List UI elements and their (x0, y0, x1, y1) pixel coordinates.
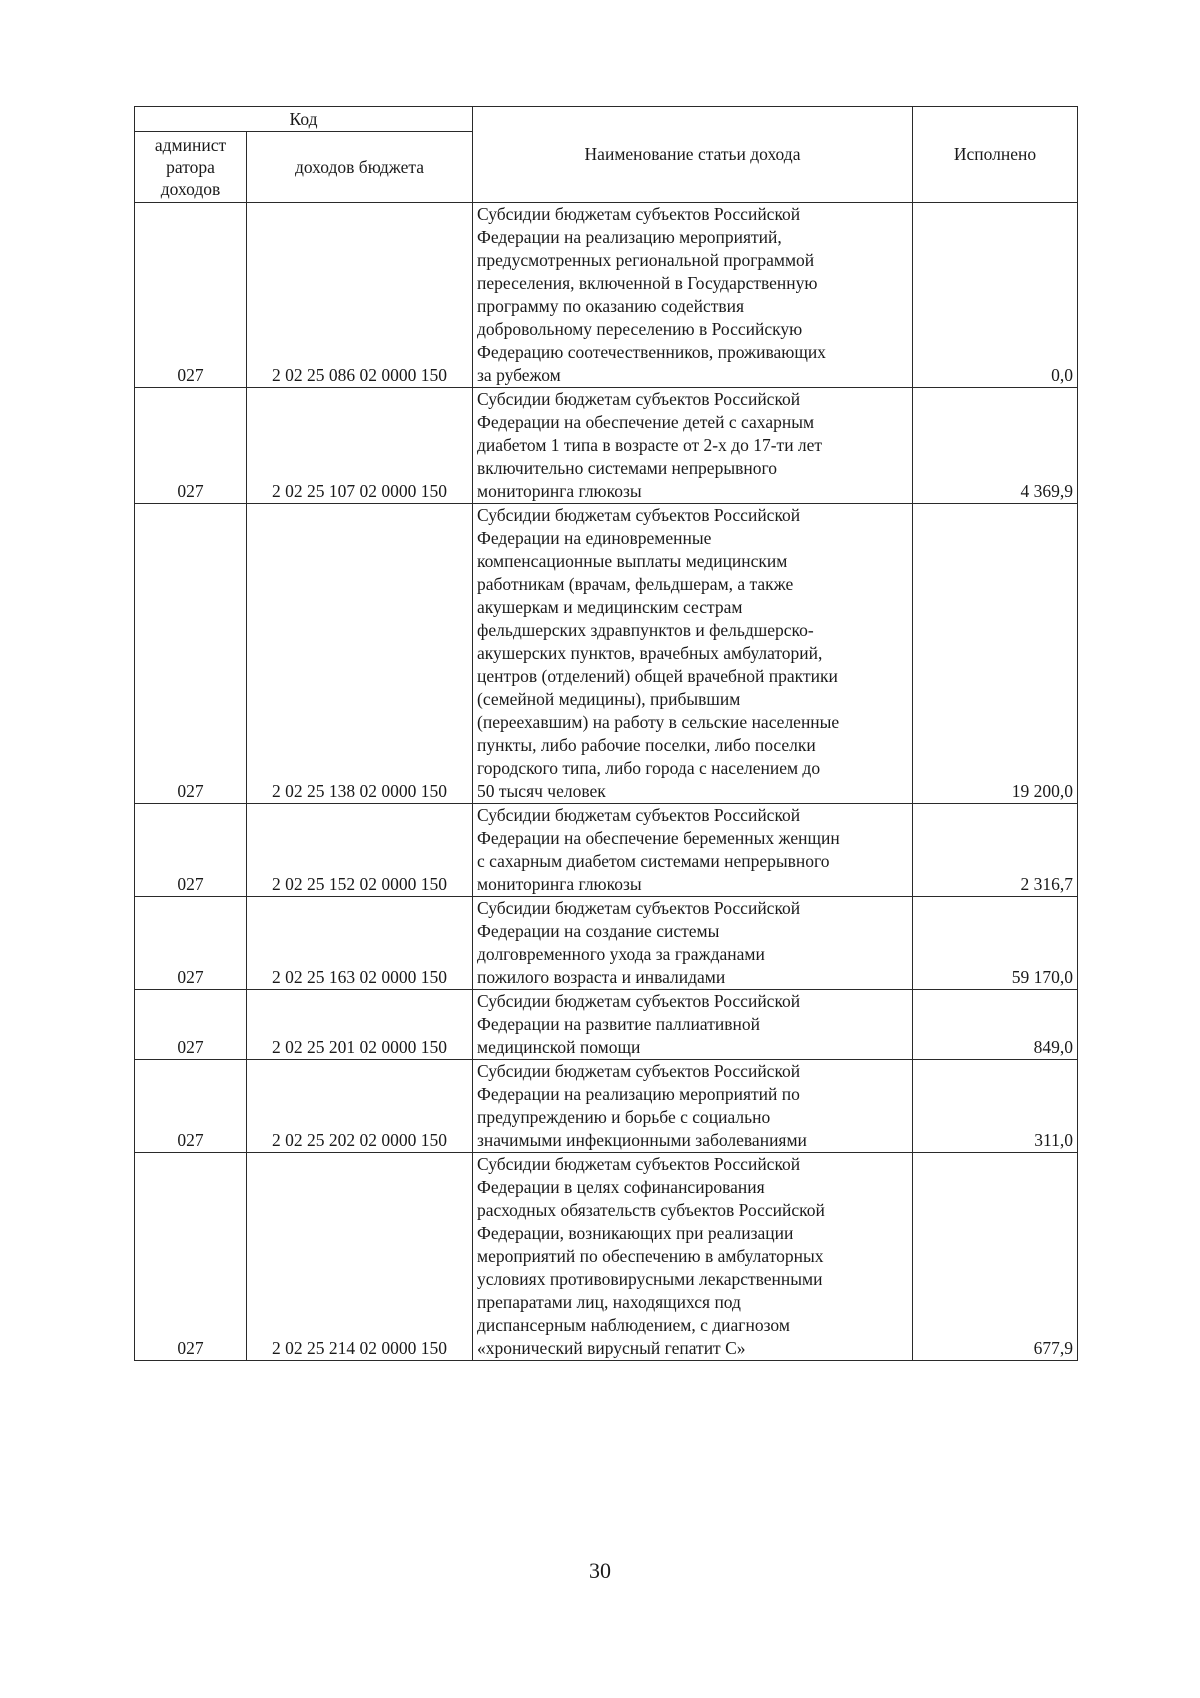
admin-code-cell: 027 (135, 1153, 247, 1361)
executed-amount-cell: 2 316,7 (913, 804, 1078, 897)
income-name-cell: Субсидии бюджетам субъектов Российской Федерации на обеспечение детей с сахарным диабетом 1 типа в возрасте от 2-х до 17-ти лет включительно системами непрерывного мониторинга глюкозы (473, 388, 913, 504)
budget-income-code-cell: 2 02 25 163 02 0000 150 (247, 897, 473, 990)
table-row (135, 990, 1078, 1060)
executed-amount-cell: 0,0 (913, 203, 1078, 388)
admin-code-cell: 027 (135, 388, 247, 504)
admin-code-cell: 027 (135, 203, 247, 388)
table-row (135, 388, 1078, 504)
executed-amount-cell: 59 170,0 (913, 897, 1078, 990)
table-row (135, 1060, 1078, 1153)
executed-amount-cell: 849,0 (913, 990, 1078, 1060)
budget-income-code-cell: 2 02 25 086 02 0000 150 (247, 203, 473, 388)
admin-code-cell: 027 (135, 990, 247, 1060)
income-table (134, 106, 1078, 1361)
budget-income-code-cell: 2 02 25 201 02 0000 150 (247, 990, 473, 1060)
table-body (135, 203, 1078, 1361)
table-row (135, 1153, 1078, 1361)
income-name-cell: Субсидии бюджетам субъектов Российской Федерации на реализацию мероприятий по предупреждению и борьбе с социально значимыми инфекционными заболеваниями (473, 1060, 913, 1153)
income-name-cell: Субсидии бюджетам субъектов Российской Федерации на создание системы долговременного ухода за гражданами пожилого возраста и инвалидами (473, 897, 913, 990)
budget-income-code-cell: 2 02 25 138 02 0000 150 (247, 504, 473, 804)
executed-amount-cell: 19 200,0 (913, 504, 1078, 804)
budget-income-code-cell: 2 02 25 214 02 0000 150 (247, 1153, 473, 1361)
admin-code-cell: 027 (135, 504, 247, 804)
header-budget-income-code: доходов бюджета (247, 132, 473, 203)
table-row (135, 897, 1078, 990)
budget-income-code-cell: 2 02 25 152 02 0000 150 (247, 804, 473, 897)
header-code-group: Код (135, 107, 473, 132)
admin-code-cell: 027 (135, 1060, 247, 1153)
header-executed: Исполнено (913, 107, 1078, 203)
income-name-cell: Субсидии бюджетам субъектов Российской Федерации на обеспечение беременных женщин с сахарным диабетом системами непрерывного мониторинга глюкозы (473, 804, 913, 897)
admin-code-cell: 027 (135, 897, 247, 990)
income-name-cell: Субсидии бюджетам субъектов Российской Федерации на единовременные компенсационные выплаты медицинским работникам (врачам, фельдшерам, а также акушеркам и медицинским сестрам фельдшерских здравпунктов и фельдшерско- акушерских пунктов, врачебных амбулаторий, центров (отделений) общей врачебной практики (семейной медицины), прибывшим (переехавшим) на работу в сельские населенные пункты, либо рабочие поселки, либо поселки городского типа, либо города с населением до 50 тысяч человек (473, 504, 913, 804)
executed-amount-cell: 4 369,9 (913, 388, 1078, 504)
admin-code-cell: 027 (135, 804, 247, 897)
header-income-name: Наименование статьи дохода (473, 107, 913, 203)
budget-income-code-cell: 2 02 25 107 02 0000 150 (247, 388, 473, 504)
income-name-cell: Субсидии бюджетам субъектов Российской Федерации на развитие паллиативной медицинской помощи (473, 990, 913, 1060)
table-row (135, 804, 1078, 897)
header-administrator: админист ратора доходов (135, 132, 247, 203)
executed-amount-cell: 677,9 (913, 1153, 1078, 1361)
income-name-cell: Субсидии бюджетам субъектов Российской Федерации на реализацию мероприятий, предусмотренных региональной программой переселения, включенной в Государственную программу по оказанию содействия добровольному переселению в Российскую Федерацию соотечественников, проживающих за рубежом (473, 203, 913, 388)
table-header (135, 107, 1078, 203)
income-name-cell: Субсидии бюджетам субъектов Российской Федерации в целях софинансирования расходных обязательств субъектов Российской Федерации, возникающих при реализации мероприятий по обеспечению в амбулаторных условиях противовирусными лекарственными препаратами лиц, находящихся под диспансерным наблюдением, с диагнозом «хронический вирусный гепатит С» (473, 1153, 913, 1361)
table-row (135, 203, 1078, 388)
table-row (135, 504, 1078, 804)
executed-amount-cell: 311,0 (913, 1060, 1078, 1153)
page-number: 30 (589, 1558, 611, 1583)
budget-income-code-cell: 2 02 25 202 02 0000 150 (247, 1060, 473, 1153)
